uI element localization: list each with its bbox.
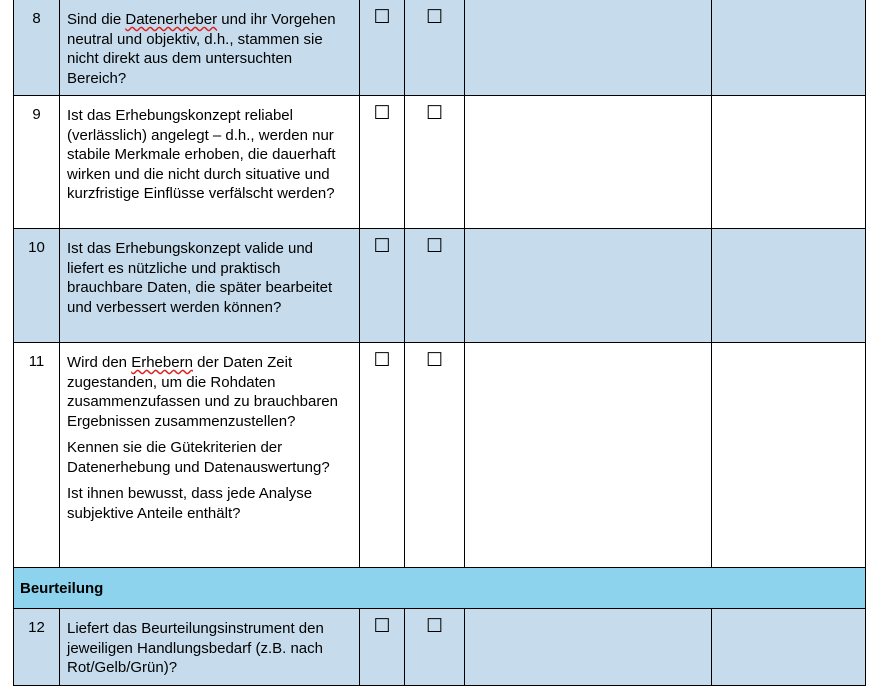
checkbox-glyph[interactable]: ☐ bbox=[425, 236, 444, 257]
table-row bbox=[14, 229, 866, 343]
question-paragraph: Ist das Erhebungskonzept reliabel (verlässlich) angelegt – d.h., werden nur stabile Merkmale erhoben, die dauerhaft wirken und die nicht durch situative und kurzfristige Einflüsse verfälscht werden? bbox=[67, 107, 336, 202]
checkbox-glyph[interactable]: ☐ bbox=[373, 103, 391, 124]
question-paragraph: Ist ihnen bewusst, dass jede Analyse subjektive Anteile enthält? bbox=[67, 485, 313, 522]
table-row bbox=[14, 96, 866, 229]
spellcheck-word: Datenerheber bbox=[125, 11, 218, 28]
checkbox-yes[interactable] bbox=[360, 96, 405, 229]
checkbox-yes[interactable] bbox=[360, 0, 405, 96]
table-row bbox=[14, 609, 866, 686]
checkbox-glyph[interactable]: ☐ bbox=[373, 236, 391, 257]
checkbox-no[interactable] bbox=[405, 229, 465, 343]
row-number: 8 bbox=[14, 0, 60, 96]
checkbox-glyph[interactable]: ☐ bbox=[373, 350, 391, 371]
empty-cell bbox=[465, 0, 712, 96]
empty-cell bbox=[712, 96, 866, 229]
spellcheck-word: Erhebern bbox=[131, 354, 193, 371]
row-number: 12 bbox=[14, 609, 60, 686]
checkbox-no[interactable] bbox=[405, 96, 465, 229]
question-text bbox=[60, 0, 360, 96]
checkbox-glyph[interactable]: ☐ bbox=[425, 616, 444, 637]
question-text bbox=[60, 343, 360, 568]
question-paragraph: Liefert das Beurteilungsinstrument den jeweiligen Handlungsbedarf (z.B. nach Rot/Gelb/Grün)? bbox=[67, 620, 324, 676]
checkbox-yes[interactable] bbox=[360, 343, 405, 568]
empty-cell bbox=[712, 0, 866, 96]
checkbox-yes[interactable] bbox=[360, 609, 405, 686]
empty-cell bbox=[712, 229, 866, 343]
row-number: 9 bbox=[14, 96, 60, 229]
checkbox-glyph[interactable]: ☐ bbox=[373, 7, 391, 28]
empty-cell bbox=[712, 343, 866, 568]
checkbox-glyph[interactable]: ☐ bbox=[373, 616, 391, 637]
checkbox-no[interactable] bbox=[405, 343, 465, 568]
empty-cell bbox=[465, 96, 712, 229]
checkbox-no[interactable] bbox=[405, 0, 465, 96]
table-row bbox=[14, 343, 866, 568]
empty-cell bbox=[712, 609, 866, 686]
question-text bbox=[60, 609, 360, 686]
empty-cell bbox=[465, 343, 712, 568]
text-segment: der Daten Zeit zugestanden, um die Rohdaten zusammenzufassen und zu brauchbaren Ergebnissen zusammenzustellen? bbox=[67, 354, 338, 430]
checkbox-no[interactable] bbox=[405, 609, 465, 686]
checkbox-yes[interactable] bbox=[360, 229, 405, 343]
checkbox-glyph[interactable]: ☐ bbox=[425, 7, 444, 28]
text-segment: Wird den bbox=[67, 354, 132, 371]
section-header-row bbox=[14, 568, 866, 609]
row-number: 10 bbox=[14, 229, 60, 343]
text-segment: und ihr Vorgehen neutral und objektiv, d.h., stammen sie nicht direkt aus dem untersuchten Bereich? bbox=[67, 11, 336, 87]
question-text bbox=[60, 96, 360, 229]
empty-cell bbox=[465, 229, 712, 343]
text-segment: Sind die bbox=[67, 11, 126, 28]
empty-cell bbox=[465, 609, 712, 686]
question-paragraph: Kennen sie die Gütekriterien der Datenerhebung und Datenauswertung? bbox=[67, 439, 330, 476]
question-paragraph: Ist das Erhebungskonzept valide und liefert es nützliche und praktisch brauchbare Daten, die später bearbeitet und verbessert werden können? bbox=[67, 240, 333, 316]
question-text bbox=[60, 229, 360, 343]
table-row bbox=[14, 0, 866, 96]
row-number: 11 bbox=[14, 343, 60, 568]
section-title: Beurteilung bbox=[14, 568, 866, 609]
checkbox-glyph[interactable]: ☐ bbox=[425, 350, 444, 371]
checkbox-glyph[interactable]: ☐ bbox=[425, 103, 444, 124]
checklist-table bbox=[13, 0, 866, 686]
